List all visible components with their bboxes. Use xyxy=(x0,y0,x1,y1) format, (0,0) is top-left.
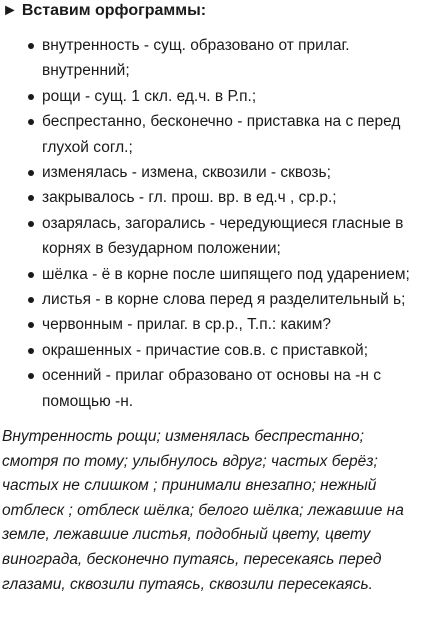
bullet-icon xyxy=(28,221,34,227)
list-item-text: беспрестанно, бесконечно - приставка на с перед глухой согл.; xyxy=(42,113,401,156)
list-item-text: внутренность - сущ. образовано от прилаг. внутренний; xyxy=(42,37,350,80)
list-item-text: озарялась, загорались - чередующиеся гласные в корнях в безударном положении; xyxy=(42,214,404,258)
bullet-icon xyxy=(28,373,34,379)
bullet-icon xyxy=(28,43,34,49)
list-item-text: окрашенных - причастие сов.в. с приставкой; xyxy=(42,341,369,359)
triangle-icon: ► xyxy=(2,2,18,19)
list-item xyxy=(0,33,424,84)
exercise-passage xyxy=(2,425,420,597)
bullet-icon xyxy=(28,170,34,176)
bullet-icon xyxy=(28,195,34,201)
list-item-text: изменялась - измена, сквозили - сквозь; xyxy=(42,164,331,182)
bullet-icon xyxy=(28,322,34,328)
list-item xyxy=(0,287,424,312)
list-item-text: осенний - прилаг образовано от основы на -н с помощью -н. xyxy=(42,367,381,410)
list-item xyxy=(0,262,424,287)
list-item xyxy=(0,312,424,337)
section-header xyxy=(2,2,206,20)
bullet-icon xyxy=(28,272,34,278)
list-item xyxy=(0,109,424,160)
bullet-icon xyxy=(28,297,34,303)
bullet-icon xyxy=(28,94,34,100)
passage-text: Внутренность рощи; изменялась беспрестанно; смотря по тому; улыбнулось вдруг; частых берёз; частых не слишком ; принимали внезапно; нежный отблеск ; отблеск шёлка; белого шёлка; лежавшие на земле, лежавшие листья, подобный цвету, цвету винограда, бесконечно путаясь, пересекаясь перед глазами, сквозили путаясь, сквозили пересекаясь. xyxy=(2,428,404,593)
list-item xyxy=(0,338,424,363)
bullet-icon xyxy=(28,348,34,354)
list-item-text: червонным - прилаг. в ср.р., Т.п.: каким? xyxy=(42,316,331,334)
list-item xyxy=(0,160,424,185)
list-item-text: закрывалось - гл. прош. вр. в ед.ч , ср.р.; xyxy=(42,189,337,207)
list-item xyxy=(0,84,424,109)
list-item-text: листья - в корне слова перед я разделительный ь; xyxy=(42,291,406,309)
list-item-text: рощи - сущ. 1 скл. ед.ч. в Р.п.; xyxy=(42,87,257,105)
list-item xyxy=(0,211,424,262)
list-item-text: шёлка - ё в корне после шипящего под ударением; xyxy=(42,265,410,283)
list-item xyxy=(0,185,424,210)
section-title: Вставим орфограммы: xyxy=(21,2,207,19)
rules-list xyxy=(0,33,424,414)
bullet-icon xyxy=(28,119,34,125)
list-item xyxy=(0,363,424,414)
